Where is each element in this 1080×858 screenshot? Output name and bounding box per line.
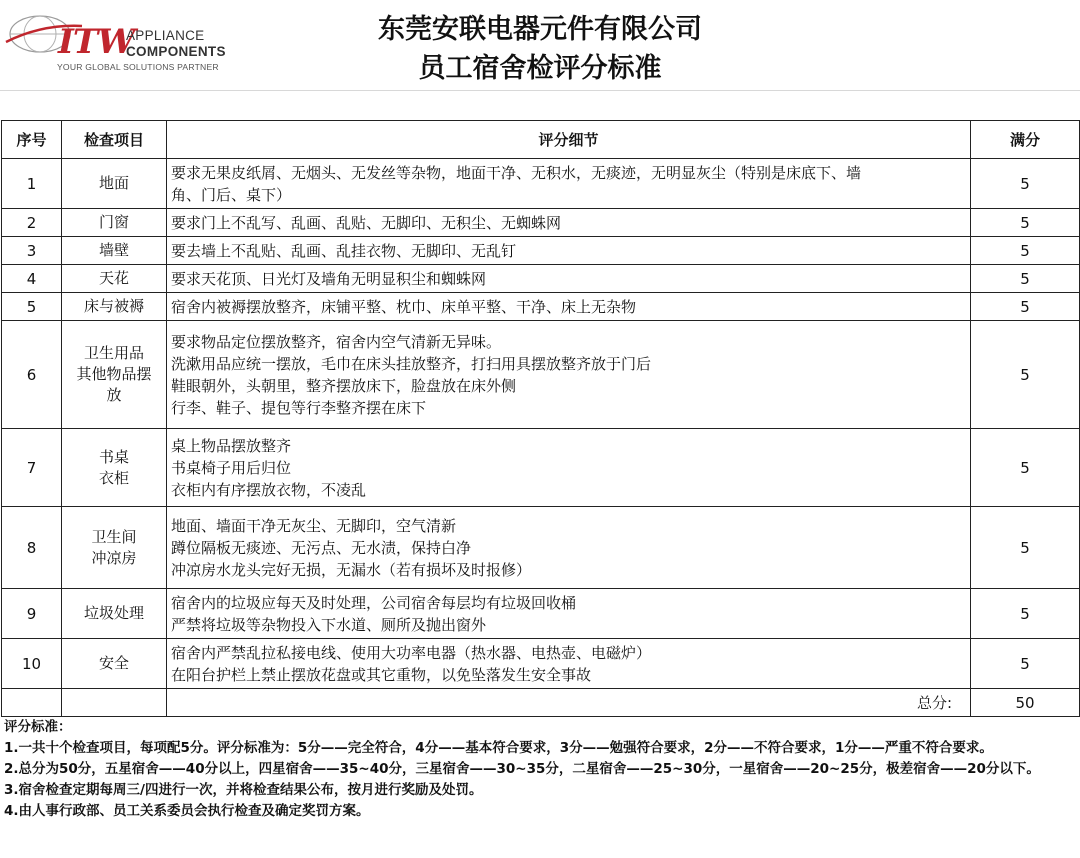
item-line: 其他物品摆 xyxy=(76,365,152,383)
table-row xyxy=(2,639,1080,689)
row-score: 5 xyxy=(971,209,1080,237)
item-line: 安全 xyxy=(98,654,129,672)
total-empty-1 xyxy=(2,689,62,717)
row-detail xyxy=(167,429,971,507)
notes-item: 1.一共十个检查项目，每项配5分。评分标准为：5分——完全符合，4分——基本符合要求，3分——勉强符合要求，2分——不符合要求，1分——严重不符合要求。 xyxy=(4,740,993,756)
row-item xyxy=(62,507,167,589)
table-row xyxy=(2,321,1080,429)
total-value: 50 xyxy=(971,689,1080,717)
total-label: 总分: xyxy=(167,689,971,717)
detail-line: 角、门后、桌下） xyxy=(171,185,292,204)
row-score: 5 xyxy=(971,321,1080,429)
item-line: 地面 xyxy=(98,174,129,192)
row-detail xyxy=(167,639,971,689)
detail-line: 鞋眼朝外，头朝里，整齐摆放床下，脸盘放在床外侧 xyxy=(171,376,517,395)
table-body xyxy=(2,159,1080,689)
row-item xyxy=(62,639,167,689)
row-score: 5 xyxy=(971,265,1080,293)
row-score: 5 xyxy=(971,589,1080,639)
logo-brand-line2: COMPONENTS xyxy=(126,44,226,59)
total-empty-2 xyxy=(62,689,167,717)
row-score: 5 xyxy=(971,293,1080,321)
detail-line: 书桌椅子用后归位 xyxy=(171,458,292,477)
document-title: 员工宿舍检评分标准 xyxy=(418,53,662,84)
notes-heading: 评分标准： xyxy=(4,719,72,735)
detail-line: 要求门上不乱写、乱画、乱贴、无脚印、无积尘、无蜘蛛网 xyxy=(171,213,562,232)
row-item xyxy=(62,209,167,237)
row-score: 5 xyxy=(971,429,1080,507)
company-logo xyxy=(2,4,232,76)
detail-line: 要求物品定位摆放整齐，宿舍内空气清新无异味。 xyxy=(171,332,502,351)
row-item xyxy=(62,321,167,429)
company-title: 东莞安联电器元件有限公司 xyxy=(378,14,702,45)
item-line: 卫生用品 xyxy=(83,344,144,362)
scoring-notes xyxy=(0,717,1080,822)
item-line: 垃圾处理 xyxy=(83,604,144,622)
notes-item: 2.总分为50分，五星宿舍——40分以上，四星宿舍——35~40分，三星宿舍——30~35分，二星宿舍——25~30分，一星宿舍——20~25分，极差宿舍——20分以下。 xyxy=(4,761,1040,777)
detail-line: 洗漱用品应统一摆放，毛巾在床头挂放整齐，打扫用具摆放整齐放于门后 xyxy=(171,354,652,373)
row-number: 9 xyxy=(2,589,62,639)
logo-tagline: YOUR GLOBAL SOLUTIONS PARTNER xyxy=(57,62,219,72)
header-detail: 评分细节 xyxy=(167,121,971,159)
page-header xyxy=(0,0,1080,91)
detail-line: 地面、墙面干净无灰尘、无脚印，空气清新 xyxy=(171,516,457,535)
row-score: 5 xyxy=(971,639,1080,689)
logo-mark: ITW xyxy=(58,22,135,62)
detail-line: 宿舍内被褥摆放整齐，床铺平整、枕巾、床单平整、干净、床上无杂物 xyxy=(171,297,637,316)
row-score: 5 xyxy=(971,237,1080,265)
row-item xyxy=(62,265,167,293)
row-number: 6 xyxy=(2,321,62,429)
header-item: 检查项目 xyxy=(62,121,167,159)
header-spacer xyxy=(0,91,1080,120)
detail-line: 要求无果皮纸屑、无烟头、无发丝等杂物，地面干净、无积水，无痰迹，无明显灰尘（特别是床底下、墙 xyxy=(171,163,862,182)
detail-line: 衣柜内有序摆放衣物，不凌乱 xyxy=(171,480,367,499)
detail-line: 蹲位隔板无痰迹、无污点、无水渍，保持白净 xyxy=(171,538,472,557)
table-row xyxy=(2,237,1080,265)
detail-line: 宿舍内的垃圾应每天及时处理，公司宿舍每层均有垃圾回收桶 xyxy=(171,593,577,612)
row-item xyxy=(62,159,167,209)
table-row xyxy=(2,507,1080,589)
detail-line: 在阳台护栏上禁止摆放花盘或其它重物，以免坠落发生安全事故 xyxy=(171,665,592,684)
row-detail xyxy=(167,507,971,589)
item-line: 卫生间 xyxy=(91,527,137,546)
item-line: 放 xyxy=(106,386,122,404)
row-detail xyxy=(167,209,971,237)
row-item xyxy=(62,293,167,321)
row-item xyxy=(62,237,167,265)
row-item xyxy=(62,429,167,507)
score-table xyxy=(1,120,1080,717)
row-detail xyxy=(167,589,971,639)
table-row xyxy=(2,209,1080,237)
item-line: 冲凉房 xyxy=(91,548,137,567)
notes-item: 4.由人事行政部、员工关系委员会执行检查及确定奖罚方案。 xyxy=(4,803,370,819)
row-detail xyxy=(167,159,971,209)
row-number: 8 xyxy=(2,507,62,589)
table-header-row xyxy=(2,121,1080,159)
item-line: 衣柜 xyxy=(98,468,129,487)
row-number: 3 xyxy=(2,237,62,265)
row-detail xyxy=(167,293,971,321)
table-row xyxy=(2,159,1080,209)
detail-line: 严禁将垃圾等杂物投入下水道、厕所及抛出窗外 xyxy=(171,615,487,634)
detail-line: 桌上物品摆放整齐 xyxy=(171,436,292,455)
detail-line: 冲凉房水龙头完好无损，无漏水（若有损坏及时报修） xyxy=(171,560,532,579)
detail-line: 行李、鞋子、提包等行李整齐摆在床下 xyxy=(171,398,427,417)
item-line: 门窗 xyxy=(98,213,129,231)
detail-line: 宿舍内严禁乱拉私接电线、使用大功率电器（热水器、电热壶、电磁炉） xyxy=(171,643,652,662)
table-row xyxy=(2,265,1080,293)
item-line: 天花 xyxy=(98,269,129,287)
header-score: 满分 xyxy=(971,121,1080,159)
row-number: 5 xyxy=(2,293,62,321)
row-score: 5 xyxy=(971,159,1080,209)
row-item xyxy=(62,589,167,639)
table-row xyxy=(2,589,1080,639)
item-line: 墙壁 xyxy=(98,241,129,259)
item-line: 床与被褥 xyxy=(83,297,144,315)
row-detail xyxy=(167,321,971,429)
row-number: 4 xyxy=(2,265,62,293)
row-score: 5 xyxy=(971,507,1080,589)
total-row xyxy=(2,689,1080,717)
row-number: 7 xyxy=(2,429,62,507)
logo-brand-line1: APPLIANCE xyxy=(126,28,205,43)
row-number: 1 xyxy=(2,159,62,209)
table-row xyxy=(2,429,1080,507)
row-detail xyxy=(167,265,971,293)
detail-line: 要求天花顶、日光灯及墙角无明显积尘和蜘蛛网 xyxy=(171,269,487,288)
detail-line: 要去墙上不乱贴、乱画、乱挂衣物、无脚印、无乱钉 xyxy=(171,241,517,260)
table-row xyxy=(2,293,1080,321)
row-number: 2 xyxy=(2,209,62,237)
row-detail xyxy=(167,237,971,265)
item-line: 书桌 xyxy=(98,447,129,466)
notes-item: 3.宿舍检查定期每周三/四进行一次，并将检查结果公布，按月进行奖励及处罚。 xyxy=(4,782,483,798)
row-number: 10 xyxy=(2,639,62,689)
header-no: 序号 xyxy=(2,121,62,159)
